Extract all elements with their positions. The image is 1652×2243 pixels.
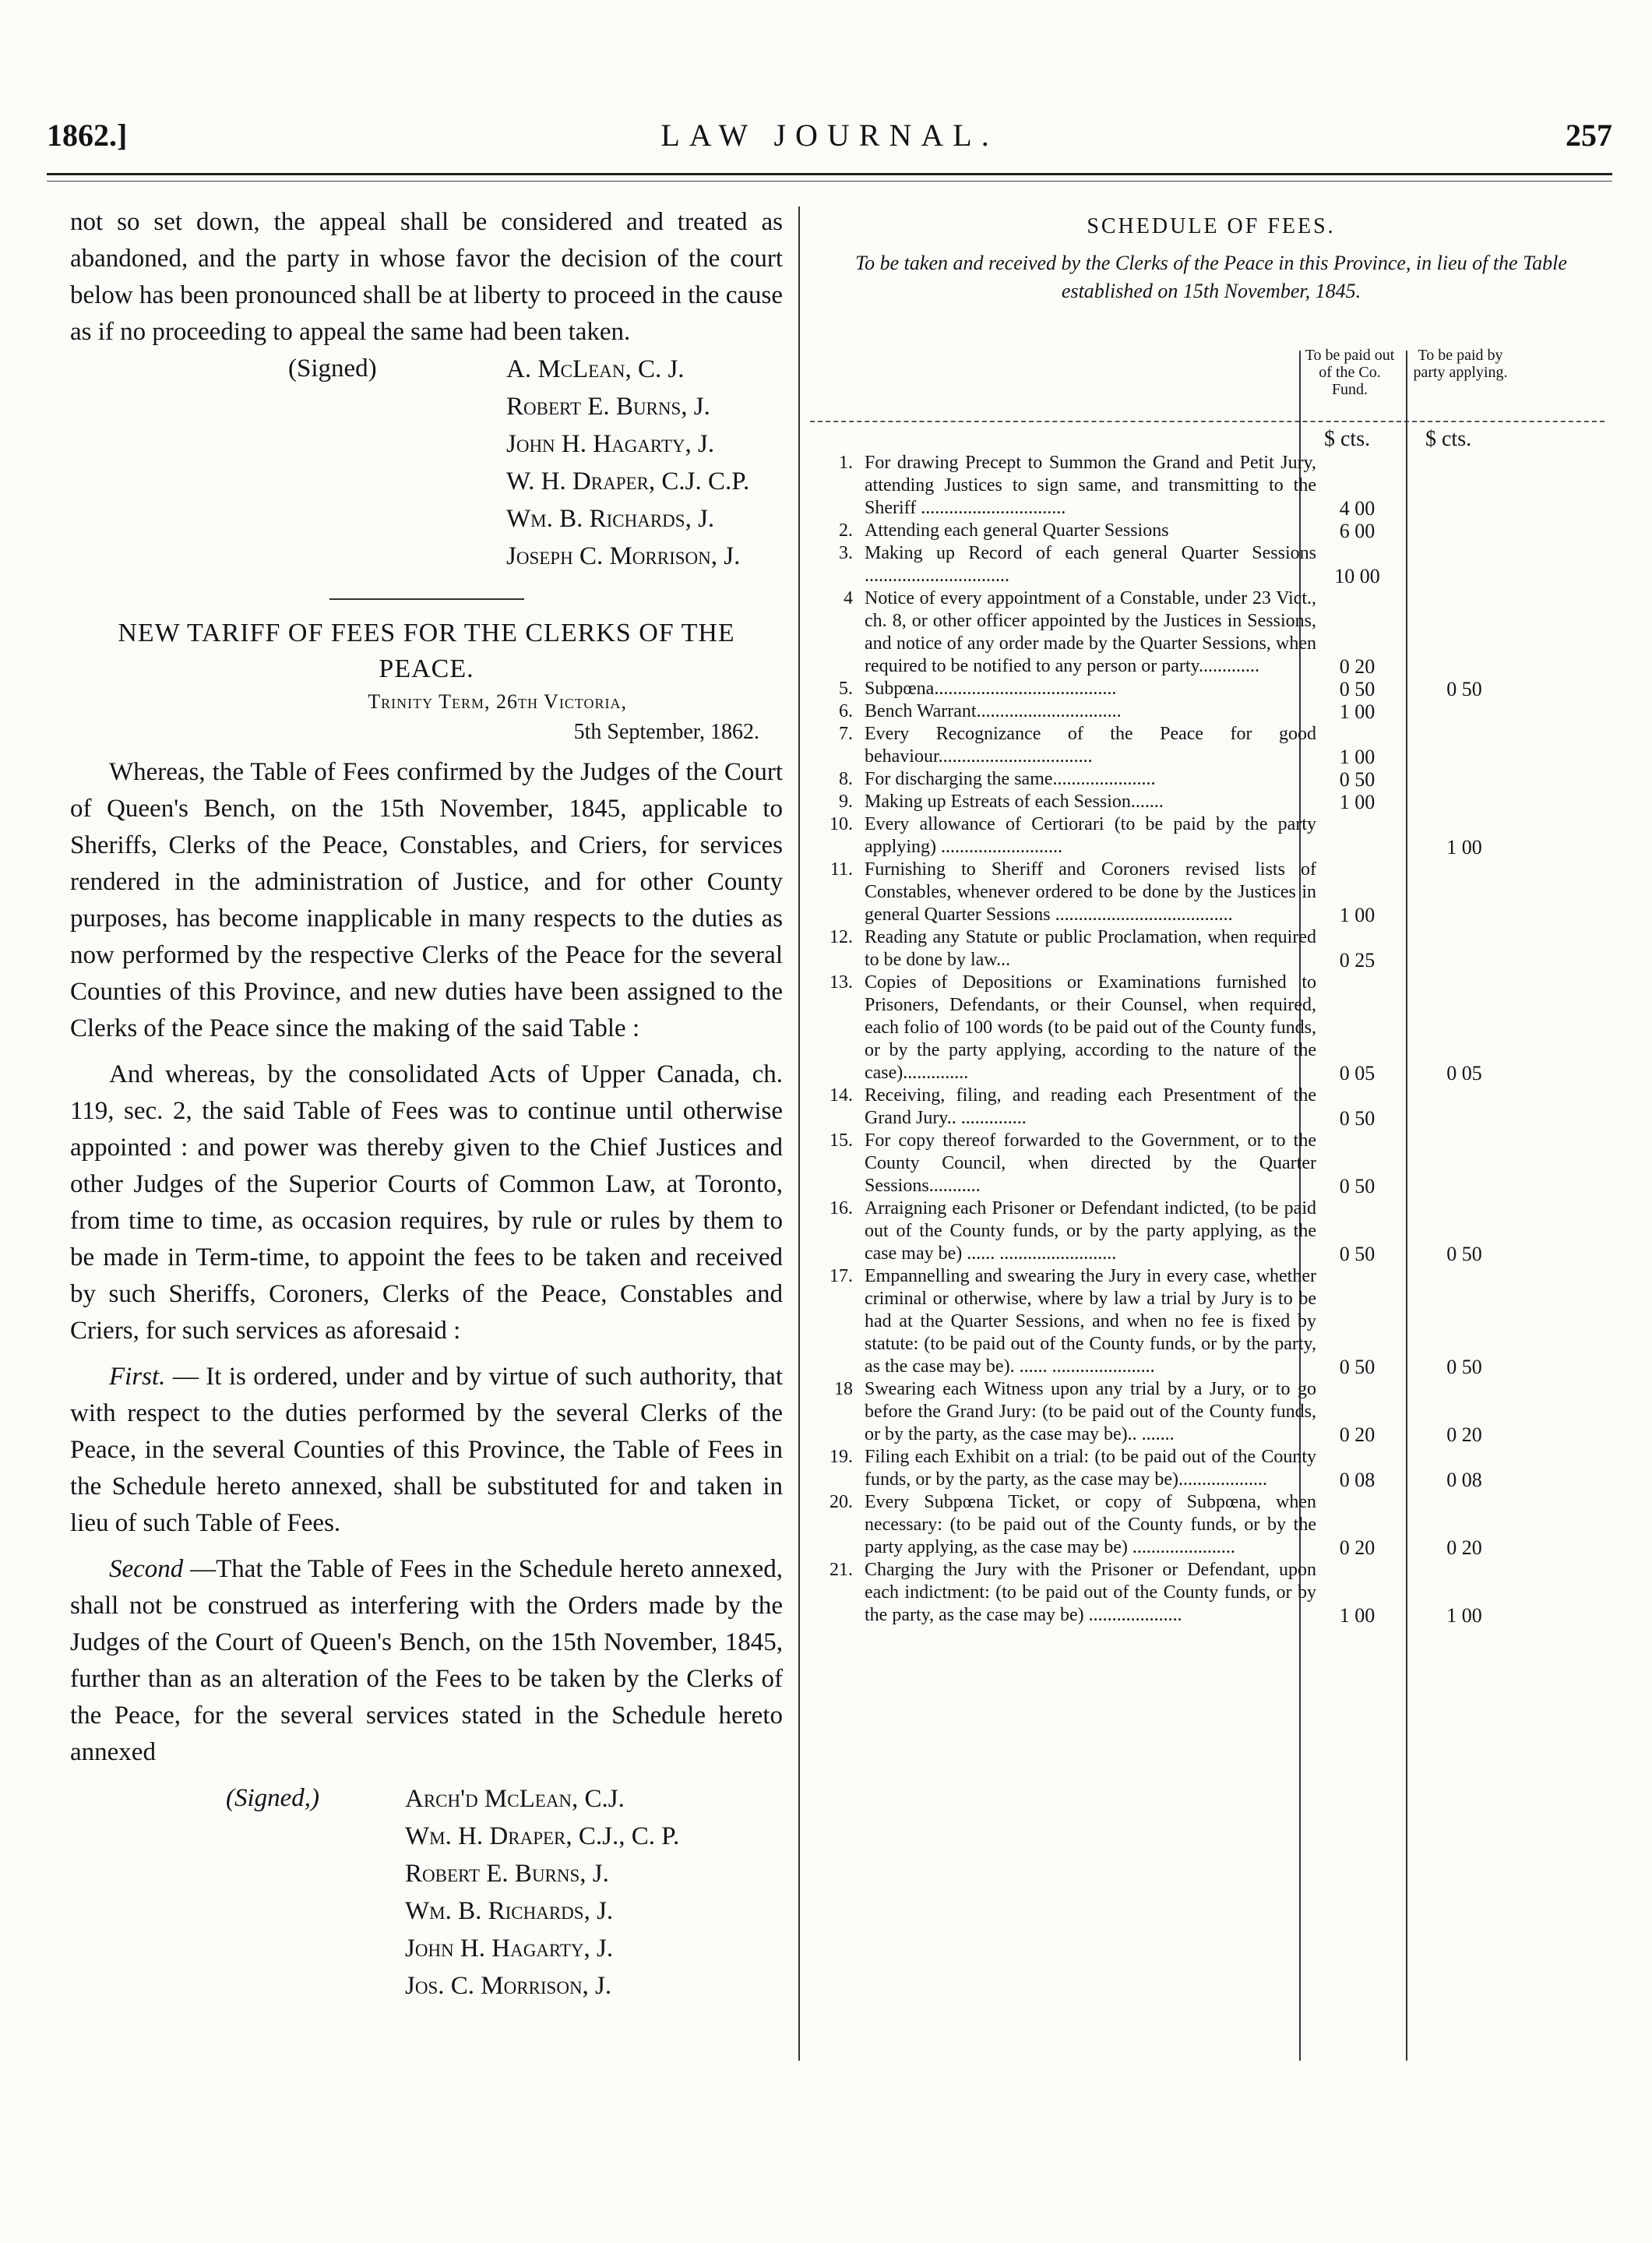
county-fund-fee: 0 05: [1339, 1062, 1375, 1084]
table-row: [810, 926, 1612, 972]
item-description: Subpœna.......................................: [865, 679, 1117, 699]
table-row: [810, 1446, 1612, 1491]
table-row: [810, 542, 1612, 587]
item-description: Making up Estreats of each Session.......: [865, 792, 1164, 812]
county-fund-fee: 0 50: [1339, 1175, 1375, 1197]
table-row: [810, 859, 1612, 926]
item-number: 13.: [830, 972, 853, 993]
running-header: [47, 117, 1612, 164]
signatory: Wm. H. Draper, C.J., C. P.: [405, 1822, 680, 1850]
item-description: For discharging the same......................: [865, 769, 1156, 789]
signatory: Wm. B. Richards, J.: [405, 1897, 614, 1925]
party-fee: 0 20: [1446, 1536, 1482, 1559]
county-fund-fee: 1 00: [1339, 1604, 1375, 1627]
county-fund-fee: 0 08: [1339, 1469, 1375, 1491]
table-row: [810, 791, 1612, 813]
county-fund-fee: 1 00: [1339, 700, 1375, 723]
county-fund-fee: 0 20: [1339, 1536, 1375, 1559]
item-description: Bench Warrant...............................: [865, 701, 1122, 721]
signed-label: (Signed): [288, 354, 377, 383]
county-fund-fee: 0 50: [1339, 678, 1375, 700]
item-description: Making up Record of each general Quarter Sessions ...............................: [865, 543, 1316, 586]
table-row: [810, 1130, 1612, 1197]
item-description: Filing each Exhibit on a trial: (to be paid out of the County funds, or by the party, as the case may be)...................: [865, 1447, 1316, 1490]
signatory: W. H. Draper, C.J. C.P.: [506, 467, 750, 496]
county-fund-fee: 1 00: [1339, 746, 1375, 768]
currency-header: $ cts.: [1425, 427, 1472, 451]
first-label: First.: [109, 1363, 166, 1391]
item-number: 5.: [839, 679, 853, 699]
item-description: Empannelling and swearing the Jury in every case, whether criminal or otherwise, where by law a trial by Jury is to be had at the Quarter Sessions, and when no fee is fixed by statute: (to be paid out of the County funds, or by the party, as the case may be). ...... ......................: [865, 1266, 1316, 1377]
journal-title: LAW JOURNAL.: [660, 118, 999, 153]
header-year: 1862.]: [47, 118, 128, 153]
item-description: For copy thereof forwarded to the Government, or to the County Council, when directed by the Quarter Sessions...........: [865, 1130, 1316, 1196]
county-fund-fee: 6 00: [1339, 520, 1375, 542]
item-number: 16.: [830, 1198, 853, 1218]
county-fund-fee: 1 00: [1339, 791, 1375, 813]
party-fee: 1 00: [1446, 1604, 1482, 1627]
item-number: 3.: [839, 543, 853, 563]
signatory: Jos. C. Morrison, J.: [405, 1972, 612, 2000]
date-line: 5th September, 1862.: [573, 720, 759, 744]
schedule-subtitle: To be taken and received by the Clerks of the Peace in this Province, in lieu of the Table established on 15th November, 1845.: [855, 252, 1567, 302]
item-description: Arraigning each Prisoner or Defendant indicted, (to be paid out of the County funds, or by the party applying, as the case may be) ...... .........................: [865, 1198, 1316, 1264]
schedule-title: SCHEDULE OF FEES.: [1087, 214, 1336, 238]
item-description: Furnishing to Sheriff and Coroners revised lists of Constables, whenever ordered to be done by the Justices in general Quarter Sessions ......................................: [865, 859, 1316, 925]
item-number: 14.: [830, 1085, 853, 1106]
signatory: John H. Hagarty, J.: [506, 430, 715, 458]
second-label: Second: [109, 1555, 184, 1583]
county-fund-fee: 0 50: [1339, 1243, 1375, 1265]
first-order-paragraph: [70, 1359, 783, 1542]
county-fund-fee: 10 00: [1334, 565, 1380, 587]
item-description: Charging the Jury with the Prisoner or Defendant, upon each indictment: (to be paid out of the County funds, or by the party, as the case may be) ....................: [865, 1560, 1316, 1625]
second-order-paragraph: [70, 1551, 783, 1771]
county-fund-fee: 0 50: [1339, 768, 1375, 791]
item-number: 9.: [839, 792, 853, 812]
table-row: [810, 972, 1612, 1084]
item-number: 11.: [830, 859, 853, 880]
party-fee: 0 08: [1446, 1469, 1482, 1491]
table-row: [810, 1378, 1612, 1446]
second-text: —That the Table of Fees in the Schedule hereto annexed, shall not be construed as interfering with the Orders made by the Judges of the Court of Queen's Bench, on the 15th November, 1845, further than as an alteration of the Fees to be taken by the Clerks of the Peace, for the several services stated in the Schedule hereto annexed: [70, 1555, 783, 1766]
item-description: Notice of every appointment of a Constable, under 23 Vict., ch. 8, or other officer appointed by the Justices in Sessions, and notice of any order made by the Quarter Sessions, when required to be notified to any person or party.............: [865, 588, 1316, 676]
and-whereas-paragraph: And whereas, by the consolidated Acts of Upper Canada, ch. 119, sec. 2, the said Table of Fees was to continue until otherwise appointed : and power was thereby given to the Chief Justices and other Judges of the Superior Courts of Common Law, at Toronto, from time to time, as occasion requires, by rule or rules by them to be made in Term-time, to appoint the fees to be taken and received by such Sheriffs, Coroners, Clerks of the Peace, Constables and Criers, for such services as aforesaid :: [70, 1060, 783, 1345]
item-number: 15.: [830, 1130, 853, 1151]
party-fee: 0 50: [1446, 678, 1482, 700]
item-number: 20.: [830, 1492, 853, 1512]
signatory: Robert E. Burns, J.: [405, 1860, 609, 1888]
table-row: [810, 768, 1612, 791]
table-row: [810, 813, 1612, 859]
party-fee: 1 00: [1446, 836, 1482, 859]
item-number: 2.: [839, 520, 853, 541]
table-row: [810, 1559, 1612, 1627]
section-heading: NEW TARIFF OF FEES FOR THE CLERKS OF THE PEACE.: [118, 619, 735, 683]
item-number: 4: [844, 588, 853, 608]
signatory: Wm. B. Richards, J.: [506, 505, 715, 533]
table-row: [810, 678, 1612, 700]
item-description: Receiving, filing, and reading each Presentment of the Grand Jury.. ..............: [865, 1085, 1316, 1128]
table-row: [810, 1265, 1612, 1378]
item-number: 7.: [839, 724, 853, 744]
item-description: Every allowance of Certiorari (to be paid by the party applying) ..........................: [865, 814, 1316, 857]
county-fund-fee: 0 50: [1339, 1356, 1375, 1378]
table-row: [810, 723, 1612, 768]
item-number: 19.: [830, 1447, 853, 1467]
column-divider: [798, 206, 800, 2061]
table-row: [810, 1084, 1612, 1130]
item-number: 6.: [839, 701, 853, 721]
item-number: 1.: [839, 453, 853, 473]
signatory: Joseph C. Morrison, J.: [506, 542, 741, 570]
signatory-list-2: [405, 1780, 679, 2005]
table-row: [810, 520, 1612, 542]
table-row: [810, 587, 1612, 678]
party-fee: 0 50: [1446, 1243, 1482, 1265]
table-row: [810, 1491, 1612, 1559]
item-number: 21.: [830, 1560, 853, 1580]
item-number: 12.: [830, 927, 853, 947]
column-header-party-applying: To be paid by party applying.: [1413, 347, 1508, 381]
term-line: Trinity Term, 26th Victoria,: [368, 690, 627, 713]
signatory: A. McLean, C. J.: [506, 355, 685, 383]
signature-block-1: [70, 351, 783, 577]
section-rule: [329, 598, 524, 600]
item-description: Every Recognizance of the Peace for good behaviour.................................: [865, 724, 1316, 767]
table-row: [810, 700, 1612, 723]
opening-paragraph: not so set down, the appeal shall be considered and treated as abandoned, and the party in whose favor the decision of the court below has been pronounced shall be at liberty to proceed in the cause as if no proceeding to appeal the same had been taken.: [70, 208, 783, 346]
party-fee: 0 20: [1446, 1423, 1482, 1446]
table-row: [810, 452, 1612, 520]
item-description: For drawing Precept to Summon the Grand and Petit Jury, attending Justices to sign same, and transmitting to the Sheriff ...............................: [865, 453, 1316, 518]
item-number: 10.: [830, 814, 853, 834]
county-fund-fee: 4 00: [1339, 497, 1375, 520]
item-description: Copies of Depositions or Examinations furnished to Prisoners, Defendants, or their Counsel, when required, each folio of 100 words (to be paid out of the County funds, or by the party applying, according to the nature of the case)..............: [865, 972, 1316, 1083]
signatory-list-1: [506, 351, 749, 575]
item-number: 18: [834, 1379, 853, 1399]
first-text: — It is ordered, under and by virtue of such authority, that with respect to the duties performed by the several Clerks of the Peace, in the several Counties of this Province, the Table of Fees in the Schedule hereto annexed, shall be substituted for and taken in lieu of such Table of Fees.: [70, 1363, 783, 1537]
signatory: John H. Hagarty, J.: [405, 1934, 614, 1963]
county-fund-fee: 1 00: [1339, 904, 1375, 926]
county-fund-fee: 0 20: [1339, 655, 1375, 678]
item-description: Attending each general Quarter Sessions: [865, 520, 1169, 541]
whereas-paragraph: Whereas, the Table of Fees confirmed by the Judges of the Court of Queen's Bench, on the 15th November, 1845, applicable to Sheriffs, Clerks of the Peace, Constables, and Criers, for services rendered in the administration of Justice, and for other County purposes, has become inapplicable in many respects to the duties as now performed by the respective Clerks of the Peace for the several Counties of this Province, and new duties have been assigned to the Clerks of the Peace since the making of the said Table :: [70, 758, 783, 1042]
party-fee: 0 05: [1446, 1062, 1482, 1084]
item-number: 8.: [839, 769, 853, 789]
item-description: Reading any Statute or public Proclamation, when required to be done by law...: [865, 927, 1316, 970]
header-rule: [47, 173, 1612, 175]
signatory: Robert E. Burns, J.: [506, 393, 710, 421]
item-description: Swearing each Witness upon any trial by a Jury, or to go before the Grand Jury: (to be paid out of the County funds, or by the party, as the case may be).. .......: [865, 1379, 1316, 1444]
party-fee: 0 50: [1446, 1356, 1482, 1378]
left-column: [70, 204, 783, 1998]
signature-block-2: [70, 1780, 783, 1998]
table-row: [810, 1197, 1612, 1265]
item-number: 17.: [830, 1266, 853, 1286]
currency-header: $ cts.: [1324, 427, 1371, 451]
item-description: Every Subpœna Ticket, or copy of Subpœna, when necessary: (to be paid out of the County funds, or by the party applying, as the case may be) ......................: [865, 1492, 1316, 1557]
county-fund-fee: 0 20: [1339, 1423, 1375, 1446]
county-fund-fee: 0 25: [1339, 949, 1375, 972]
signed-label-2: (Signed,): [226, 1784, 320, 1812]
county-fund-fee: 0 50: [1339, 1107, 1375, 1130]
signatory: Arch'd McLean, C.J.: [405, 1785, 625, 1813]
fee-schedule-table: [810, 452, 1612, 1627]
header-rule-thin: [47, 181, 1612, 182]
column-header-county-fund: To be paid out of the Co. Fund.: [1305, 347, 1395, 398]
page-number: 257: [1566, 118, 1612, 153]
schedule-header-rule: [810, 421, 1604, 422]
